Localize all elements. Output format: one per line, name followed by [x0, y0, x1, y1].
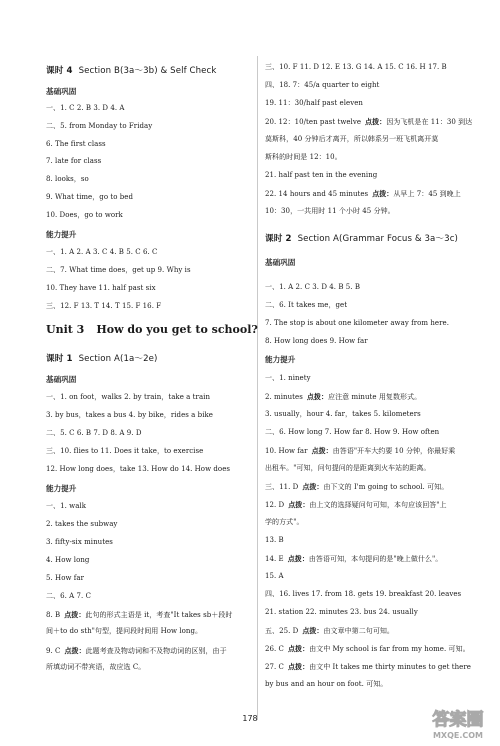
- basic-consolidation-label: 基础巩固: [46, 375, 77, 384]
- ability-improvement-label: 能力提升: [46, 230, 77, 239]
- answer-line: 间＋to do sth"句型，提问段时间用 How long。: [46, 627, 203, 635]
- answer-line: 12. How long does，take 13. How do 14. How does: [46, 465, 231, 473]
- unit-3-heading: Unit 3 How do you get to school?: [46, 323, 258, 336]
- answer-line: 四、16. lives 17. from 18. gets 19. breakfast 20. leaves: [265, 590, 462, 598]
- answer-line: 15. A: [265, 572, 284, 580]
- answer-line: 学的方式"。: [265, 518, 304, 526]
- lesson-4-heading: 课时 4 Section B(3a～3b) & Self Check: [46, 66, 217, 76]
- watermark-text: 答案圈: [432, 710, 484, 730]
- answer-line: 26. C 点拨：由文中 My school is far from my home. 可知。: [265, 644, 470, 653]
- answer-line: 4. How long: [46, 556, 90, 564]
- answer-line: 12. D 点拨：由上文的选择疑问句可知，本句应该回答"上: [265, 500, 447, 509]
- answer-line: 二、7. What time does，get up 9. Why is: [46, 266, 191, 274]
- answer-line: 五、25. D 点拨：由文章中第二句可知。: [265, 626, 394, 635]
- answer-line: 21. station 22. minutes 23. bus 24. usually: [265, 608, 418, 616]
- answer-line: by bus and an hour on foot. 可知。: [265, 680, 388, 688]
- answer-line: 斯科的时间是 12：10。: [265, 153, 342, 161]
- answer-line: 出租车。"可知，问句提问的是距离到火车站的距离。: [265, 464, 431, 472]
- answer-line: 9. What time，go to bed: [46, 193, 134, 201]
- answer-line: 2. minutes 点拨：应注意 minute 用复数形式。: [265, 392, 422, 401]
- answer-line: 10. They have 11. half past six: [46, 284, 156, 292]
- answer-line: 三、12. F 13. T 14. T 15. F 16. F: [46, 302, 162, 310]
- basic-consolidation-label: 基础巩固: [46, 87, 77, 96]
- answer-line: 3. fifty-six minutes: [46, 538, 113, 546]
- answer-line: 8. How long does 9. How far: [265, 337, 368, 345]
- watermark-logo: [420, 703, 496, 743]
- answer-line: 8. looks，so: [46, 175, 89, 183]
- ability-improvement-label: 能力提升: [46, 484, 77, 493]
- answer-line: 二、5. C 6. B 7. D 8. A 9. D: [46, 429, 142, 437]
- answer-line: 6. The first class: [46, 140, 106, 148]
- answer-line: 27. C 点拨：由文中 It takes me thirty minutes to get there: [265, 662, 471, 671]
- answer-line: 7. The stop is about one kilometer away from here.: [265, 319, 449, 327]
- answer-line: 莫斯科，40 分钟后才离开，所以韩系另一班飞机离开莫: [265, 135, 439, 143]
- answer-line: 一、1. walk: [46, 502, 86, 510]
- ability-improvement-label: 能力提升: [265, 355, 296, 364]
- answer-line: 13. B: [265, 536, 284, 544]
- answer-line: 所填动词不带宾语，故应选 C。: [46, 663, 146, 671]
- answer-line: 三、10. flies to 11. Does it take，to exercise: [46, 447, 204, 455]
- answer-line: 8. B 点拨：此句的形式主语是 it，考查"It takes sb＋段时: [46, 610, 233, 619]
- basic-consolidation-label: 基础巩固: [265, 258, 296, 267]
- answer-line: 10. Does，go to work: [46, 211, 123, 219]
- answer-line: 10：30，一共用时 11 个小时 45 分钟。: [265, 207, 395, 215]
- answer-line: 20. 12：10/ten past twelve 点拨：因为飞机是在 11：30 到达: [265, 117, 473, 126]
- answer-line: 二、6. A 7. C: [46, 592, 91, 600]
- answer-line: 一、1. A 2. A 3. C 4. B 5. C 6. C: [46, 248, 158, 256]
- answer-line: 3. by bus，takes a bus 4. by bike，rides a bike: [46, 411, 213, 419]
- answer-line: 一、1. A 2. C 3. D 4. B 5. B: [265, 283, 361, 291]
- answer-line: 2. takes the subway: [46, 520, 118, 528]
- page-number: 178: [242, 714, 258, 723]
- column-divider: [257, 56, 258, 720]
- answer-line: 9. C 点拨：此题考查及物动词和不及物动词的区别，由于: [46, 646, 227, 655]
- answer-line: 3. usually，hour 4. far，takes 5. kilometers: [265, 410, 421, 418]
- answer-line: 四、18. 7：45/a quarter to eight: [265, 81, 380, 89]
- lesson-1-heading: 课时 1 Section A(1a～2e): [46, 354, 158, 364]
- answer-line: 19. 11：30/half past eleven: [265, 99, 363, 107]
- answer-line: 三、10. F 11. D 12. E 13. G 14. A 15. C 16. H 17. B: [265, 63, 447, 71]
- answer-line: 7. late for class: [46, 157, 102, 165]
- answer-line: 二、6. How long 7. How far 8. How 9. How often: [265, 428, 440, 436]
- answer-line: 22. 14 hours and 45 minutes 点拨：从早上 7：45 到晚上: [265, 189, 461, 198]
- watermark-url: MXQE.COM: [432, 731, 484, 740]
- answer-line: 三、11. D 点拨：由下文的 I'm going to school. 可知。: [265, 482, 449, 491]
- answer-line: 二、5. from Monday to Friday: [46, 122, 153, 130]
- answer-line: 一、1. ninety: [265, 374, 311, 382]
- answer-line: 一、1. on foot，walks 2. by train，take a train: [46, 393, 211, 401]
- answer-line: 5. How far: [46, 574, 85, 582]
- answer-line: 21. half past ten in the evening: [265, 171, 378, 179]
- answer-line: 一、1. C 2. B 3. D 4. A: [46, 104, 125, 112]
- answer-line: 10. How far 点拨：由答语"开车大约要 10 分钟，你最好乘: [265, 446, 456, 455]
- answer-line: 二、6. It takes me，get: [265, 301, 348, 309]
- answer-line: 14. E 点拨：由答语可知，本句提问的是"晚上做什么"。: [265, 554, 443, 563]
- lesson-2-heading: 课时 2 Section A(Grammar Focus & 3a～3c): [265, 234, 458, 244]
